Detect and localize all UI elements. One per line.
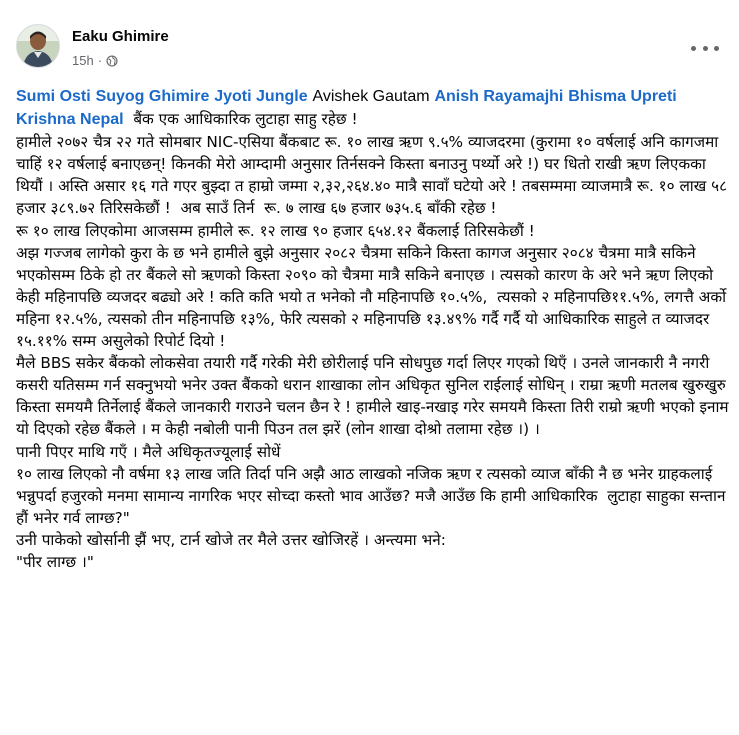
avatar-image <box>17 25 59 67</box>
tag-link[interactable]: Anish Rayamajhi <box>434 88 564 105</box>
post-paragraph: "पीर लाग्छ ।" <box>16 552 94 571</box>
tag-link[interactable]: Krishna Nepal <box>16 111 124 129</box>
menu-dot <box>691 46 696 51</box>
tagged-line <box>16 85 730 131</box>
post-paragraph: हामीले २०७२ चैत्र २२ गते सोमबार NIC-एसिया बैंकबाट रू. १० लाख ऋण ९.५% व्याजदरमा (कुरामा १० वर्षलाई अनि कागजमा चाहिं १२ वर्षलाई बनाएछन्! किनकी मेरो आम्दामी अनुसार तिर्नसक्ने किस्ता बनाउनु पर्थ्यो अरे !) घर धितो राखी ऋण लिएकका थियौं । अस्ति असार १६ गते गएर बुझ्दा त हाम्रो जम्मा २,३२,२६४.४० मात्रै सावाँ घटेयो अरे ! तबसम्ममा व्याजमात्रै रू. १० लाख ५८ हजार ३८९.७२ तिरिसकेछौं ! अब साउँ तिर्न रू. ७ लाख ६७ हजार ७३५.६ बाँकी रहेछ ! <box>16 133 732 218</box>
meta-separator: · <box>97 53 103 68</box>
plain-name: Avishek Gautam <box>312 88 430 105</box>
post-header <box>16 18 723 78</box>
post-paragraph: अझ गज्जब लागेको कुरा के छ भने हामीले बुझे अनुसार २०८२ चैत्रमा सकिने किस्ता कागज अनुसार २०८४ चैत्रमा मात्रै सकिने भएकोसम्म ठिके हो तर बैंकले सो ऋणको किस्ता २०९० को चैत्रमा मात्रै सकिने बनाएछ । त्यसको कारण के अरे भने ऋण लिएको केही महिनापछि व्यजदर बढ्यो अरे ! कति कति भयो त भनेको नौ महिनापछि १०.५%, त्यसको २ महिनापछि११.५%, लगत्तै अर्को महिना १२.५%, त्यसको तीन महिनापछि १३%, फेरि त्यसको २ महिनापछि १३.४९% गर्दै गर्दै यो आधिकारिक साहुले त व्याजदर १५.११% सम्म असुलेको रिपोर्ट दियो ! <box>16 243 731 351</box>
post-paragraph: मैले BBS सकेर बैंकको लोकसेवा तयारी गर्दै गरेकी मेरी छोरीलाई पनि सोधपुछ गर्दा लिएर गएको थिएँ । उनले जानकारी नै नगरी कसरी यतिसम्म गर्न सक्नुभयो भनेर उक्त बैंकको धरान शाखाका लोन अधिकृत सुनिल राईलाई सोधिन् । राम्रा ऋणी मतलब खुरुखुरु किस्ता समयमै तिर्नेलाई बैंकले जानकारी गराउने चलन छैन रे ! हामीले खाइ-नखाइ गरेर समयमै किस्ता तिरी राम्रो ऋणी भएको इनाम यो दिएको रहेछ बैंकले । म केही नबोली पानी पिउन तल झरें (लोन शाखा दोश्रो तलामा रहेछ ।) । <box>16 354 734 439</box>
menu-dot <box>703 46 708 51</box>
globe-icon[interactable] <box>106 55 118 67</box>
author-name[interactable]: Eaku Ghimire <box>72 28 169 45</box>
post-time[interactable]: 15h <box>72 53 94 68</box>
post-paragraph: रू १० लाख लिएकोमा आजसम्म हामीले रू. १२ लाख ९० हजार ६५४.१२ बैंकलाई तिरिसकेछौं ! <box>16 221 535 240</box>
tag-link[interactable]: Bhisma Upreti <box>568 88 677 105</box>
post-lead: बैंक एक आधिकारिक लुटाहा साहु रहेछ ! <box>123 110 358 129</box>
post-paragraph: १० लाख लिएको नौ वर्षमा १३ लाख जति तिर्दा पनि अझै आठ लाखको नजिक ऋण र त्यसको व्याज बाँकी नै छ भनेर ग्राहकलाई भन्नुपर्दा हजुरको मनमा सामान्य नागरिक भएर सोच्दा कस्तो भाव आउँछ? मजै आउँछ कि हामी आधिकारिक लुटाहा साहुका सन्तान हौं भनेर गर्व लाग्छ?" <box>16 464 731 527</box>
avatar[interactable] <box>16 24 60 68</box>
menu-dot <box>714 46 719 51</box>
tag-link[interactable]: Jyoti Jungle <box>214 88 308 105</box>
more-options-button[interactable] <box>691 38 719 58</box>
tag-link[interactable]: Suyog Ghimire <box>95 88 210 105</box>
post-paragraph: उनी पाकेको खोर्सानी झैं भए, टार्न खोजे तर मैले उत्तर खोजिरहें । अन्त्यमा भने: <box>16 530 446 549</box>
tag-link[interactable]: Sumi Osti <box>16 88 91 105</box>
post-paragraph: पानी पिएर माथि गएँ । मैले अधिकृतज्यूलाई सोधें <box>16 442 281 461</box>
post-body <box>16 85 734 573</box>
post-meta <box>72 53 118 68</box>
